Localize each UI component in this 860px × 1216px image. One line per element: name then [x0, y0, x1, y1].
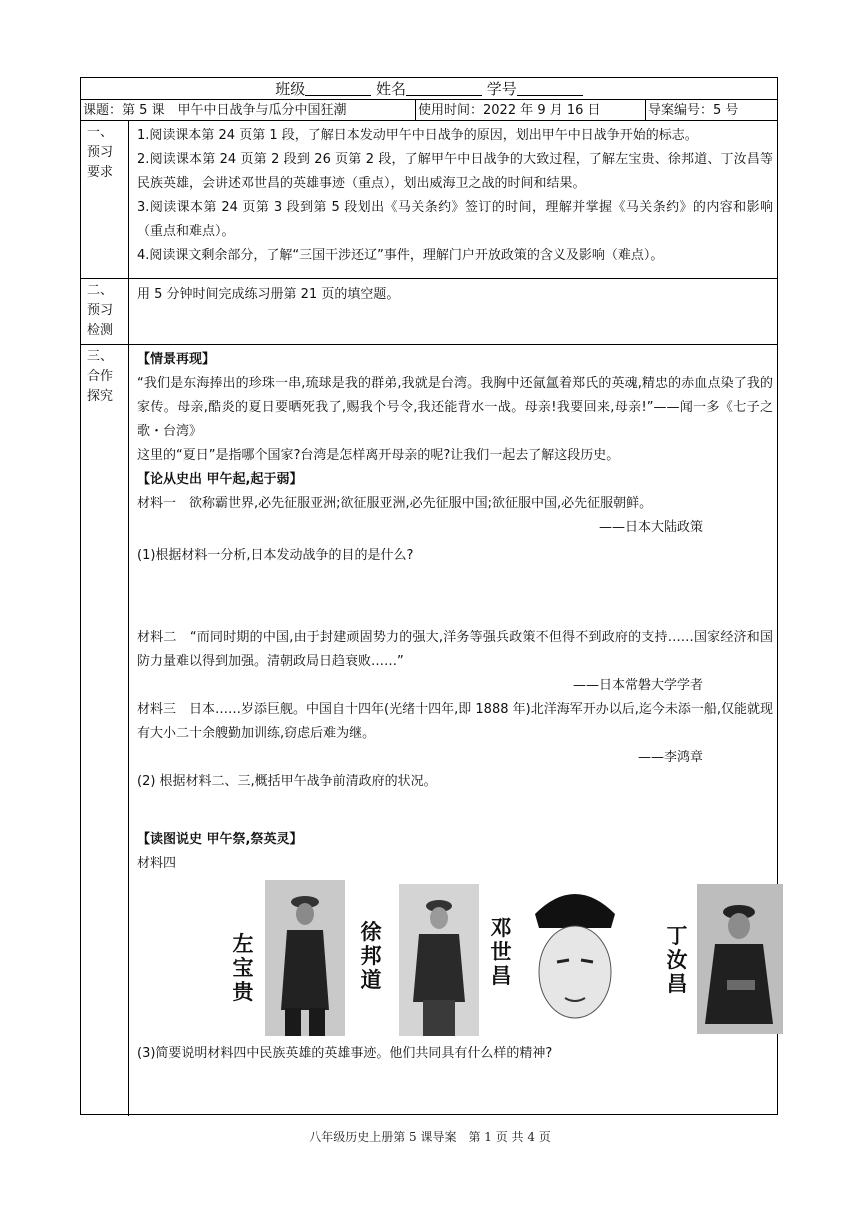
usage-date: 使用时间：2022 年 9 月 16 日 [415, 100, 645, 121]
question-three: (3)简要说明材料四中民族英雄的英雄事迹。他们共同具有什么样的精神? [137, 1046, 553, 1061]
hero-name-xu-bangdao: 徐邦道 [360, 920, 382, 992]
hero-photo-ding-ruchang [697, 884, 783, 1034]
hero-photo-zuo-baogui [265, 880, 345, 1036]
poem-text: “我们是东海捧出的珍珠一串,琉球是我的群弟,我就是台湾。我胸中还氤氲着郑氏的英魂,精忠的赤血点染了我的家传。母亲,酷炎的夏日要晒死我了,赐我个号令,我还能背水一战。母亲!我要回来,母亲!”——闻一多《七子之歌・台湾》 [137, 376, 773, 439]
hero-photo-deng-shichang [521, 880, 629, 1036]
hero-photo-xu-bangdao [399, 884, 479, 1036]
material-two-source: ——日本常磐大学学者 [572, 678, 703, 693]
list-item: 3.阅读课本第 24 页第 3 段到第 5 段划出《马关条约》签订的时间，理解并掌握《马关条约》的内容和影响（重点和难点）。 [137, 200, 773, 239]
lesson-info-row [81, 100, 777, 121]
section-cooperative-inquiry [81, 345, 777, 1116]
id-blank [517, 79, 583, 96]
question-two: (2) 根据材料二、三,概括甲午战争前清政府的状况。 [137, 774, 437, 789]
list-item: 2.阅读课本第 24 页第 2 段到 26 页第 2 段，了解甲午中日战争的大致过程，了解左宝贵、徐邦道、丁汝昌等民族英雄，会讲述邓世昌的英雄事迹（重点），划出威海卫之战的时间和结果。 [137, 152, 773, 191]
question-one: (1)根据材料一分析,日本发动战争的目的是什么? [137, 548, 414, 563]
scene-title: 【情景再现】 [137, 352, 216, 367]
lesson-topic: 课题：第 5 课 甲午中日战争与瓜分中国狂潮 [83, 103, 347, 118]
section-body [129, 121, 777, 268]
section-body [129, 279, 777, 307]
material-four: 材料四 [137, 856, 177, 871]
guide-number: 导案编号：5 号 [645, 100, 777, 121]
list-item: 4.阅读课文剩余部分，了解“三国干涉还辽”事件，理解门户开放政策的含义及影响（难点）。 [137, 248, 664, 263]
material-one-source: ——日本大陆政策 [598, 520, 703, 535]
section-label: 一、 预习 要求 [81, 121, 129, 278]
name-label: 姓名 [375, 80, 406, 98]
section-preview-requirements [81, 121, 777, 279]
section-body [129, 345, 777, 1066]
list-item: 1.阅读课本第 24 页第 1 段，了解日本发动甲午中日战争的原因，划出甲午中日战争开始的标志。 [137, 128, 698, 143]
material-two: 材料二 “而同时期的中国,由于封建顽固势力的强大,洋务等强兵政策不但得不到政府的支持……国家经济和国防力量难以得到加强。清朝政局日趋衰败……” [137, 630, 773, 669]
class-label: 班级 [275, 80, 306, 98]
scene-question: 这里的“夏日”是指哪个国家?台湾是怎样离开母亲的呢?让我们一起去了解这段历史。 [137, 448, 620, 463]
student-info-row [81, 78, 777, 100]
material-three-source: ——李鸿章 [637, 750, 703, 765]
answer-space [137, 568, 773, 626]
history-title: 【论从史出 甲午起,起于弱】 [137, 472, 303, 487]
hero-name-zuo-baogui: 左宝贵 [232, 932, 254, 1004]
hero-name-ding-ruchang: 丁汝昌 [666, 924, 688, 996]
exercise-instruction: 用 5 分钟时间完成练习册第 21 页的填空题。 [137, 287, 400, 302]
hero-name-deng-shichang: 邓世昌 [490, 916, 512, 988]
material-three: 材料三 日本……岁添巨舰。中国自十四年(光绪十四年,即 1888 年)北洋海军开办以后,迄今未添一船,仅能就现有大小二十余艘勤加训练,窃虑后难为继。 [137, 702, 773, 741]
answer-space [137, 794, 773, 828]
worksheet-table [80, 77, 778, 1115]
name-blank [406, 79, 482, 96]
section-label: 三、 合作 探究 [81, 345, 129, 1116]
picture-title: 【读图说史 甲午祭,祭英灵】 [137, 832, 303, 847]
page-footer: 八年级历史上册第 5 课导案 第 1 页 共 4 页 [309, 1130, 551, 1144]
heroes-photo-strip [137, 880, 773, 1040]
section-label: 二、 预习 检测 [81, 279, 129, 344]
material-one: 材料一 欲称霸世界,必先征服亚洲;欲征服亚洲,必先征服中国;欲征服中国,必先征服朝鲜。 [137, 496, 653, 511]
section-preview-check [81, 279, 777, 345]
class-blank [305, 79, 371, 96]
id-label: 学号 [486, 80, 517, 98]
